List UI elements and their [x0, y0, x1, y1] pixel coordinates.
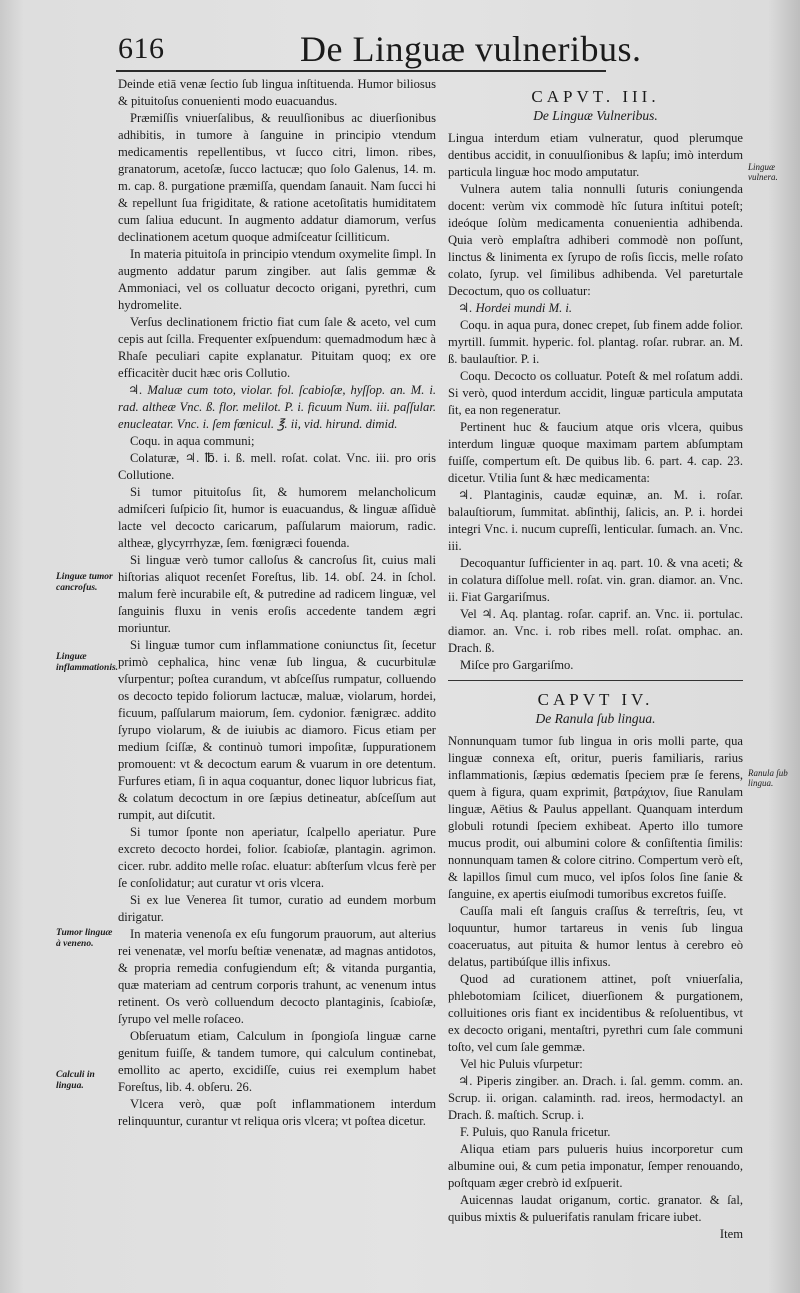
paragraph: Coqu. in aqua pura, donec crepet, ſub finem adde folior. myrtill. ſummit. hyperic. fol. plantag. roſar. rubrar. an. M. ß. baulauſtior. P. i.	[448, 318, 743, 366]
running-head: De Linguæ vulneribus.	[300, 29, 642, 69]
chapter-3-title: CAPVT. III.	[531, 87, 660, 106]
paragraph: Verſus declinationem frictio fiat cum ſale & aceto, vel cum cepis aut ſcilla. Frequenter exſpuendum: quemadmodum hæc à Rhaſe peculiari capite explanatur. Pituitam quoq; ex ore efficacitèr ducit hæc oris Collutio.	[118, 315, 436, 380]
recipe: ♃. Maluæ cum toto, violar. fol. ſcabioſæ, hyſſop. an. M. i. rad. altheæ Vnc. ß. flor. melilot. P. i. ficuum Num. iii. paſſular. enucleatar. Vnc. i. ſem fœnicul. ℥. ii, vid. hirund. dimid.	[118, 383, 436, 431]
paragraph: In materia venenoſa ex eſu fungorum prauorum, aut alterius rei venenatæ, vel morſu beſtiæ venenatæ, ad magnas antidotos, & propria remedia confugiendum eſt; & vitanda purgantia, quæ materiam ad centrum corporis trahunt, ac venenum intus retinent. Os verò colluendum decocto plantaginis, ſcabioſæ, ſyrupo vel melle roſaceo.	[118, 927, 436, 1026]
paragraph: Aliqua etiam pars pulueris huius incorporetur cum albumine oui, & cum petia imponatur, ſemper renouando, poſtquam æger crebrò id exſpuerit.	[448, 1142, 743, 1190]
paragraph: Coqu. in aqua communi;	[130, 434, 255, 448]
paragraph: In materia pituitoſa in principio vtendum oxymelite ſimpl. In augmento addatur parum zingiber. aut ſalis gemmæ & Ammoniaci, vel os colluatur decocto origani, pyrethri, cum hydromelite.	[118, 247, 436, 312]
margin-note: Calculi in lingua.	[56, 1070, 95, 1091]
paragraph: Vlcera verò, quæ poſt inflammationem interdum relinquuntur, curantur vt reliqua oris vlcera; vt poſtea dicetur.	[118, 1097, 436, 1128]
header-rule	[116, 70, 606, 72]
paragraph: Quod ad curationem attinet, poſt vniuerſalia, phlebotomiam ſcilicet, diuerſionem & purgationem, colluitiones oris fiant ex incidentibus & reſoluentibus, vt ex decocto origani, mentaſtri, pyrethri cum ſale communi toſto, vel cum ſale gemmæ.	[448, 972, 743, 1054]
chapter-divider	[448, 680, 743, 681]
paragraph: Vel hic Puluis vſurpetur:	[460, 1057, 583, 1071]
paragraph: F. Puluis, quo Ranula fricetur.	[460, 1125, 611, 1139]
paragraph: Lingua interdum etiam vulneratur, quod plerumque dentibus accidit, in conuulſionibus & lapſu; imò interdum particula linguæ hoc modo amputatur.	[448, 131, 743, 179]
left-column	[118, 76, 436, 1130]
paragraph: Deinde etiā venæ ſectio ſub lingua inſtituenda. Humor biliosus & pituitoſus conuenienti modo euacuandus.	[118, 77, 436, 108]
paragraph: Nonnunquam tumor ſub lingua in oris molli parte, qua linguæ connexa eſt, oritur, pueris familiaris, rarius inflammationis, ſæpius œdematis ſpeciem præ ſe ferens, quem à figura, quam exprimit, βατράχιον, ſiue Ranulam linguæ, Aëtius & Paulus appellant. Quanquam interdum globuli rotundi ſpeciem exhibeat. Aperto illo tumore mucus prodit, oui albumini colore & conſiſtentia ſimilis: nonnunquam tamen & colore citrino. Compertum verò eſt, & lapillos ſimul cum muco, vel ipſos ſolos ſine ſanie & ſanguine, ex apertis eiuſmodi tumoribus excretos fuiſſe.	[448, 734, 743, 901]
page-number: 616	[118, 32, 165, 65]
paragraph: Auicennas laudat origanum, cortic. granator. & ſal, quibus mixtis & puluerifatis ranulam fricare iubet.	[448, 1193, 743, 1224]
paragraph: Præmiſſis vniuerſalibus, & reuulſionibus ac diuerſionibus adhibitis, in tumore à ſanguine in principio vtendum medicamentis repellentibus, vt ſucco citri, limon. ribes, granatorum, acetoſæ, ſucco lactucæ; quo ſolo Galenus, 14. m. m. cap. 8. purgatione præmiſſa, quendam ſanauit. Nam ſucci hi & repellunt ſua frigiditate, & ratione acetoſitatis humiditatem cum ſaliua educunt. In augmento addatur diamorum, verſus declinationem acetum quoque admiſceatur ſcilliticum.	[118, 111, 436, 244]
paragraph: Coqu. Decocto os colluatur. Poteſt & mel roſatum addi. Si verò, quod interdum accidit, linguæ particula amputata ſit, ea non regeneratur.	[448, 369, 743, 417]
margin-note: Linguæ tumor cancroſus.	[56, 572, 113, 593]
recipe: ♃. Hordei mundi M. i.	[458, 301, 573, 315]
paragraph: Si linguæ verò tumor calloſus & cancroſus ſit, cuius mali hiſtorias aliquot recenſet Foreſtus, lib. 14. obſ. 24. in ſchol. malum ferè incurabile eſt, & putredine ad radicem linguæ, vel ſanguinis fluxu in venis eroſis accedente tandem ægri moriuntur.	[118, 553, 436, 635]
paragraph: Decoquantur ſufficienter in aq. part. 10. & vna aceti; & in colatura diſſolue mell. roſat. vin. gran. diamor. an. Vnc. ii. Fiat Gargariſmus.	[448, 556, 743, 604]
margin-note: Tumor linguæ à veneno.	[56, 928, 113, 949]
paragraph: Cauſſa mali eſt ſanguis craſſus & terreſtris, ſeu, vt loquuntur, humor tartareus in venis ſub lingua coaceruatus, aut pituita & humor lentus à cerebro eò delatus, partibúſque illis infixus.	[448, 904, 743, 969]
paragraph: Si ex lue Venerea ſit tumor, curatio ad eundem morbum dirigatur.	[118, 893, 436, 924]
paragraph: Obſeruatum etiam, Calculum in ſpongioſa linguæ carne genitum fuiſſe, & tandem tumore, qui calculum continebat, emollito ac aperto, excidiſſe, cuius rei exemplum habet Foreſtus, lib. 4. obſeru. 26.	[118, 1029, 436, 1094]
paragraph: Si tumor ſponte non aperiatur, ſcalpello aperiatur. Pure excreto decocto hordei, folior. ſcabioſæ, plantagin. agrimon. cicer. rubr. addito melle roſac. eluatur: abſterſum vlcus ferè per ſe conſolidatur; aut curatur vt oris vlcera.	[118, 825, 436, 890]
paragraph: Si linguæ tumor cum inflammatione coniunctus ſit, ſecetur primò cephalica, hinc venæ ſub lingua, & cucurbitulæ vſurpentur; poſtea curandum, vt abſceſſus rumpatur, colluendo os decocto tepido foliorum lactucæ, maluæ, violarum, hordei, ficuum, paſſularum maiorum, ſem. cydonior. fænigræc. addito ſyrupo violarum, & de iuiubis ac diamoro. Ficus etiam per medium ſciſſæ, & continuò tumori impoſitæ, ſuppurationem promouent: vt & decoctum earum & vuarum in ore detentum. Furfures etiam, ſi in aqua coquantur, donec liquor lubricus fiat, & colatum decoctum in ore ſæpius detineatur, abſceſſum aut rumpit, aut diſcutit.	[118, 638, 436, 822]
margin-note: Ranula ſub lingua.	[748, 768, 788, 788]
recipe: ♃. Piperis zingiber. an. Drach. i. ſal. gemm. comm. an. Scrup. ii. origan. calaminth. rad. ireos, hermodactyl. an Drach. ß. maſtich. Scrup. i.	[448, 1074, 743, 1122]
right-column	[448, 88, 743, 1243]
recipe: ♃. Plantaginis, caudæ equinæ, an. M. i. roſar. balauſtiorum, ſummitat. abſinthij, ſalicis, an. P. i. hordei integri Vnc. i. nucum cupreſſi, lenticular. ſumach. an. Vnc. iii.	[448, 488, 743, 553]
paragraph: Vel ♃. Aq. plantag. roſar. caprif. an. Vnc. ii. portulac. diamor. an. Vnc. i. rob ribes mell. roſat. omphac. an. Drach. ß.	[448, 607, 743, 655]
paragraph: Colaturæ, ♃. ℔. i. ß. mell. roſat. colat. Vnc. iii. pro oris Collutione.	[118, 451, 436, 482]
chapter-4-subtitle: De Ranula ſub lingua.	[535, 711, 656, 726]
paragraph: Si tumor pituitoſus ſit, & humorem melancholicum admiſceri ſuſpicio ſit, humor is euacuandus, & linguæ aſſiduè lacte vel decocto caricarum, paſſularum maiorum, radic. altheæ, glycyrrhyzæ, ſem. fœnigræci fouenda.	[118, 485, 436, 550]
paragraph: Vulnera autem talia nonnulli ſuturis coniungenda docent: verùm vix commodè hîc ſutura inſtitui poteſt; ideóque ſolùm medicamenta conuenientia adhibenda. Quia verò emplaſtra adhiberi commodè non poſſunt, linctus & linimenta ex ſyrupo de roſis ſiccis, melle roſato colato, ſyrup. vel ſimilibus adhibenda. Vel pareturtale Decoctum, quo os colluatur:	[448, 182, 743, 298]
chapter-4-title: CAPVT IV.	[537, 690, 654, 709]
paragraph: Pertinent huc & faucium atque oris vlcera, quibus interdum linguæ quoque maximam partem abſumptam fuiſſe, compertum eſt. De quibus lib. 6. part. 4. cap. 23. dicetur. Vtilia ſunt & hæc medicamenta:	[448, 420, 743, 485]
chapter-3-subtitle: De Linguæ Vulneribus.	[533, 108, 658, 123]
catchword: Item	[719, 1227, 743, 1241]
paragraph: Miſce pro Gargariſmo.	[460, 658, 574, 672]
margin-note: Linguæ inflammationis.	[56, 652, 119, 673]
margin-note: Linguæ vulnera.	[748, 162, 778, 182]
